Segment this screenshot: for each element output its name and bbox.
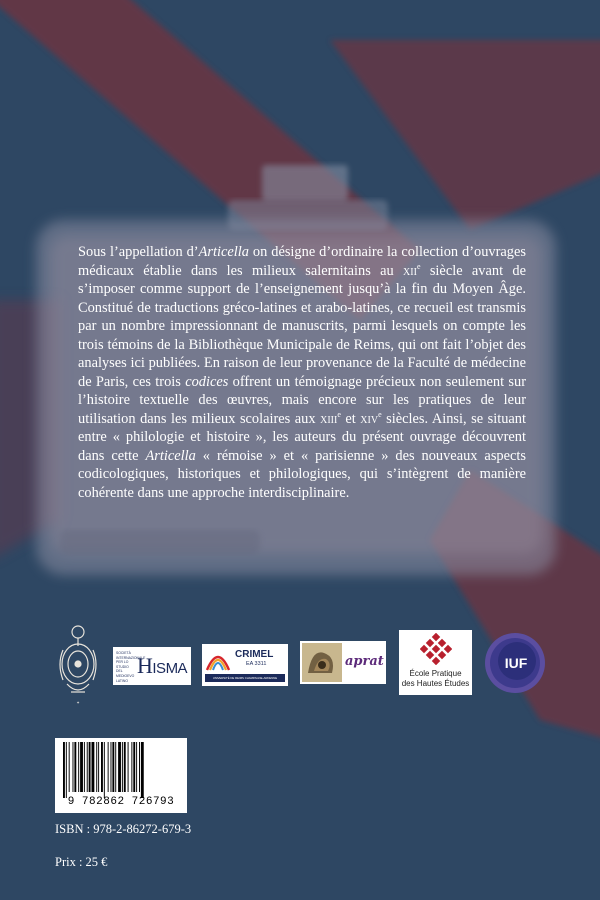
svg-text:✦: ✦	[76, 700, 80, 705]
isbn-barcode	[55, 738, 187, 813]
blurb-paragraph: Sous l’appellation d’Articella on désigne d’ordinaire la collection d’ouvrages médicaux établie dans les milieux salernitains au xii$^e$ siècle avant de s’imposer comme support de l’enseignement jusqu’à la fin du Moyen Âge. Constitué de traductions gréco-latines et arabo-latines, ce recueil est transmis par un nombre impressionnant de manuscrits, parmi lesquels on compte les trois témoins de la Bibliothèque Municipale de Reims, qui ont fait l’objet des analyses ici publiées. En raison de leur provenance de la Faculté de médecine de Paris, ces trois codices offrent un témoignage précieux non seulement sur l’histoire textuelle des œuvres, mais encore sur les pratiques de leur utilisation dans les milieux scolaires aux xiii$^e$ et xiv$^e$ siècles. Ainsi, se situant entre « philologie et histoire », les auteurs du présent ouvrage découvrent dans cette Articella « rémoise » et « parisienne » des nouveaux aspects codicologiques, historiques et philologiques, qui s’intègrent de manière cohérente dans une approche interdisciplinaire.	[78, 244, 527, 501]
crimel-logo: CRIMEL EA 3311 UNIVERSITÉ DE REIMS CHAMPAGNE-ARDENNE	[202, 644, 288, 686]
barcode-bars	[61, 742, 181, 798]
isbn-text: ISBN : 978-2-86272-679-3	[55, 822, 192, 836]
aprat-logo: aprat	[300, 641, 386, 684]
barcode-digits: 9 782862 726793	[67, 796, 175, 808]
reims-seal-logo	[55, 620, 101, 706]
manuscript-clasp	[262, 165, 348, 201]
back-cover-blurb	[78, 243, 526, 502]
iuf-logo	[484, 632, 546, 694]
price-text: Prix : 25 €	[55, 855, 108, 869]
svg-text:IUF: IUF	[504, 655, 528, 671]
ephe-logo: École Pratique des Hautes Études	[399, 630, 472, 695]
sismel-sisma-logo: SOCIETÀ INTERNAZIONALE PER LO STUDIO DEL MEDIOEVO LATINO HISMA	[113, 647, 191, 685]
partner-logos	[0, 620, 600, 720]
